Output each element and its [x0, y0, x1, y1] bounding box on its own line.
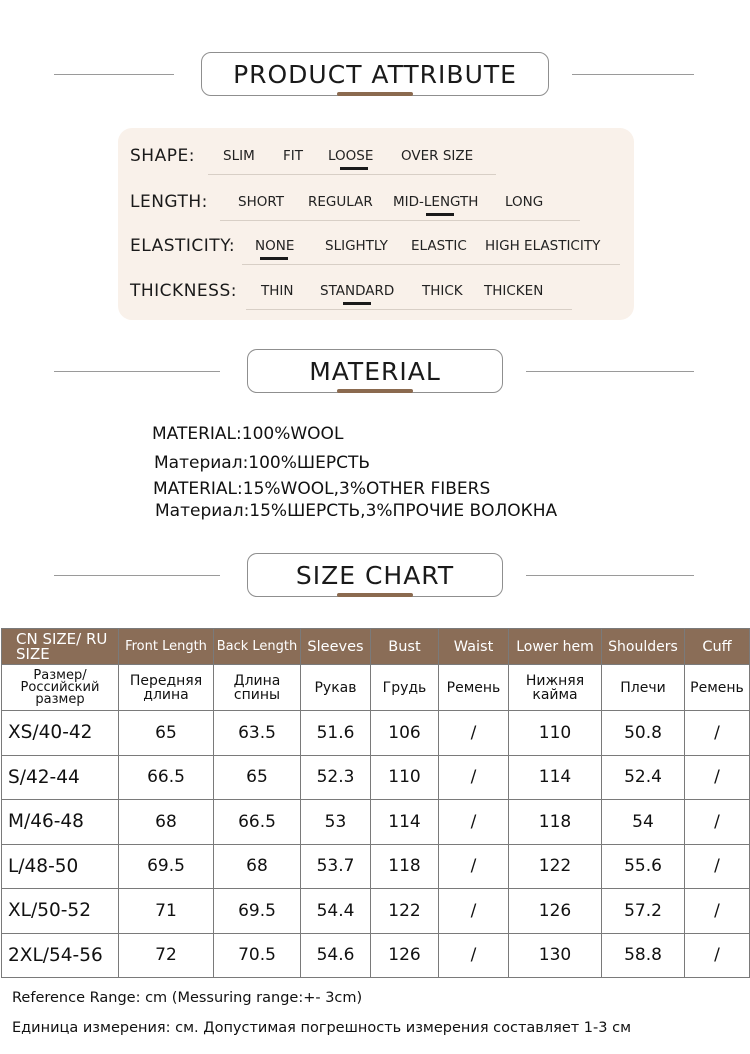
attribute-row-shape [118, 140, 634, 170]
measurement-cell: / [439, 800, 509, 845]
measurement-cell: 114 [371, 800, 439, 845]
measurement-cell: 65 [214, 755, 301, 800]
material-label: Материал: [155, 501, 250, 521]
measurement-cell: 68 [214, 844, 301, 889]
table-row [2, 800, 750, 845]
column-header-ru: Размер/ Российский размер [2, 665, 119, 711]
attribute-option: SLIM [223, 148, 255, 164]
attribute-row-thickness [118, 275, 634, 305]
column-header: Front Length [119, 629, 214, 665]
material-line-ru-2 [155, 501, 557, 521]
measurement-cell: 63.5 [214, 711, 301, 756]
measurement-cell: 122 [371, 889, 439, 934]
measurement-cell: / [439, 711, 509, 756]
selected-marker [340, 167, 368, 170]
material-value: 15%ШЕРСТЬ,3%ПРОЧИЕ ВОЛОКНА [249, 501, 558, 521]
measurement-cell: 69.5 [119, 844, 214, 889]
measurement-cell: / [439, 889, 509, 934]
material-label: MATERIAL: [152, 424, 242, 444]
attribute-panel [118, 128, 634, 320]
size-cell: S/42-44 [2, 755, 119, 800]
attribute-option-selected: STANDARD [320, 283, 395, 299]
measurement-cell: 58.8 [602, 933, 685, 978]
column-header: Sleeves [301, 629, 371, 665]
table-row [2, 933, 750, 978]
attribute-option: SLIGHTLY [325, 238, 388, 254]
column-header: Waist [439, 629, 509, 665]
measurement-cell: 71 [119, 889, 214, 934]
note-ru: Единица измерения: см. Допустимая погрешность измерения составляет 1-3 см [12, 1020, 632, 1036]
section-header-size-chart [0, 553, 750, 601]
table-row [2, 755, 750, 800]
material-line-ru-1 [154, 453, 370, 473]
column-header: CN SIZE/ RU SIZE [2, 629, 119, 665]
material-value: 15%WOOL,3%OTHER FIBERS [242, 479, 491, 499]
measurement-cell: 118 [509, 800, 602, 845]
measurement-cell: 66.5 [214, 800, 301, 845]
table-row [2, 844, 750, 889]
size-cell: 2XL/54-56 [2, 933, 119, 978]
measurement-cell: 53.7 [301, 844, 371, 889]
selected-marker [426, 213, 454, 216]
section-header-attribute [0, 52, 750, 100]
measurement-cell: 126 [371, 933, 439, 978]
measurement-cell: / [439, 933, 509, 978]
measurement-cell: 114 [509, 755, 602, 800]
attribute-option: REGULAR [308, 194, 373, 210]
measurement-cell: 54.4 [301, 889, 371, 934]
attribute-option-selected: NONE [255, 238, 295, 254]
column-header-ru: Нижняя кайма [509, 665, 602, 711]
measurement-cell: 52.3 [301, 755, 371, 800]
measurement-cell: 50.8 [602, 711, 685, 756]
measurement-cell: 72 [119, 933, 214, 978]
attribute-option: THICK [422, 283, 463, 299]
measurement-cell: 57.2 [602, 889, 685, 934]
measurement-cell: 54.6 [301, 933, 371, 978]
attribute-option: LONG [505, 194, 544, 210]
measurement-cell: 122 [509, 844, 602, 889]
measurement-cell: 52.4 [602, 755, 685, 800]
attribute-row-length [118, 186, 634, 216]
column-header-ru: Плечи [602, 665, 685, 711]
measurement-cell: / [685, 889, 750, 934]
size-cell: L/48-50 [2, 844, 119, 889]
selected-marker [343, 302, 371, 305]
attribute-row-elasticity [118, 230, 634, 260]
column-header: Shoulders [602, 629, 685, 665]
attribute-option: SHORT [238, 194, 284, 210]
measurement-cell: / [685, 711, 750, 756]
attribute-label: ELASTICITY: [130, 236, 236, 256]
attribute-option: OVER SIZE [401, 148, 474, 164]
measurement-cell: 130 [509, 933, 602, 978]
attribute-option-selected: MID-LENGTH [393, 194, 479, 210]
material-value: 100%WOOL [241, 424, 344, 444]
attribute-option-selected: LOOSE [328, 148, 374, 164]
measurement-cell: 66.5 [119, 755, 214, 800]
selected-marker [260, 257, 288, 260]
material-label: MATERIAL: [153, 479, 243, 499]
measurement-cell: 55.6 [602, 844, 685, 889]
material-label: Материал: [154, 453, 249, 473]
measurement-cell: 110 [371, 755, 439, 800]
size-chart-table [1, 628, 750, 978]
attribute-label: SHAPE: [130, 146, 195, 166]
measurement-cell: 54 [602, 800, 685, 845]
attribute-option: THIN [261, 283, 294, 299]
column-header: Bust [371, 629, 439, 665]
measurement-cell: 65 [119, 711, 214, 756]
table-row [2, 889, 750, 934]
section-title-attribute: PRODUCT ATTRIBUTE [201, 52, 549, 96]
material-value: 100%ШЕРСТЬ [248, 453, 370, 473]
column-header: Lower hem [509, 629, 602, 665]
size-cell: XS/40-42 [2, 711, 119, 756]
attribute-option: ELASTIC [411, 238, 467, 254]
size-cell: XL/50-52 [2, 889, 119, 934]
section-title-material: MATERIAL [247, 349, 503, 393]
measurement-cell: 118 [371, 844, 439, 889]
column-header-ru: Передняя длина [119, 665, 214, 711]
measurement-cell: 69.5 [214, 889, 301, 934]
column-header-ru: Грудь [371, 665, 439, 711]
measurement-cell: / [685, 800, 750, 845]
material-line-en-1 [152, 424, 343, 444]
measurement-cell: / [439, 844, 509, 889]
attribute-option: HIGH ELASTICITY [485, 238, 601, 254]
table-row [2, 711, 750, 756]
measurement-cell: 110 [509, 711, 602, 756]
attribute-option: FIT [283, 148, 303, 164]
measurement-cell: / [685, 844, 750, 889]
column-header-ru: Ремень [439, 665, 509, 711]
column-header: Cuff [685, 629, 750, 665]
measurement-cell: / [439, 755, 509, 800]
measurement-cell: 126 [509, 889, 602, 934]
attribute-option: THICKEN [484, 283, 544, 299]
measurement-cell: 53 [301, 800, 371, 845]
column-header-ru: Ремень [685, 665, 750, 711]
material-line-en-2 [153, 479, 490, 499]
measurement-cell: 70.5 [214, 933, 301, 978]
note-en: Reference Range: cm (Messuring range:+- 3cm) [12, 990, 363, 1006]
table-header-ru [2, 665, 750, 711]
measurement-cell: / [685, 933, 750, 978]
size-cell: M/46-48 [2, 800, 119, 845]
attribute-label: THICKNESS: [130, 281, 237, 301]
section-header-material [0, 349, 750, 397]
column-header: Back Length [214, 629, 301, 665]
measurement-cell: 51.6 [301, 711, 371, 756]
column-header-ru: Длина спины [214, 665, 301, 711]
column-header-ru: Рукав [301, 665, 371, 711]
measurement-cell: 106 [371, 711, 439, 756]
section-title-size-chart: SIZE CHART [247, 553, 503, 597]
measurement-cell: 68 [119, 800, 214, 845]
measurement-cell: / [685, 755, 750, 800]
attribute-label: LENGTH: [130, 192, 208, 212]
table-header-en [2, 629, 750, 665]
